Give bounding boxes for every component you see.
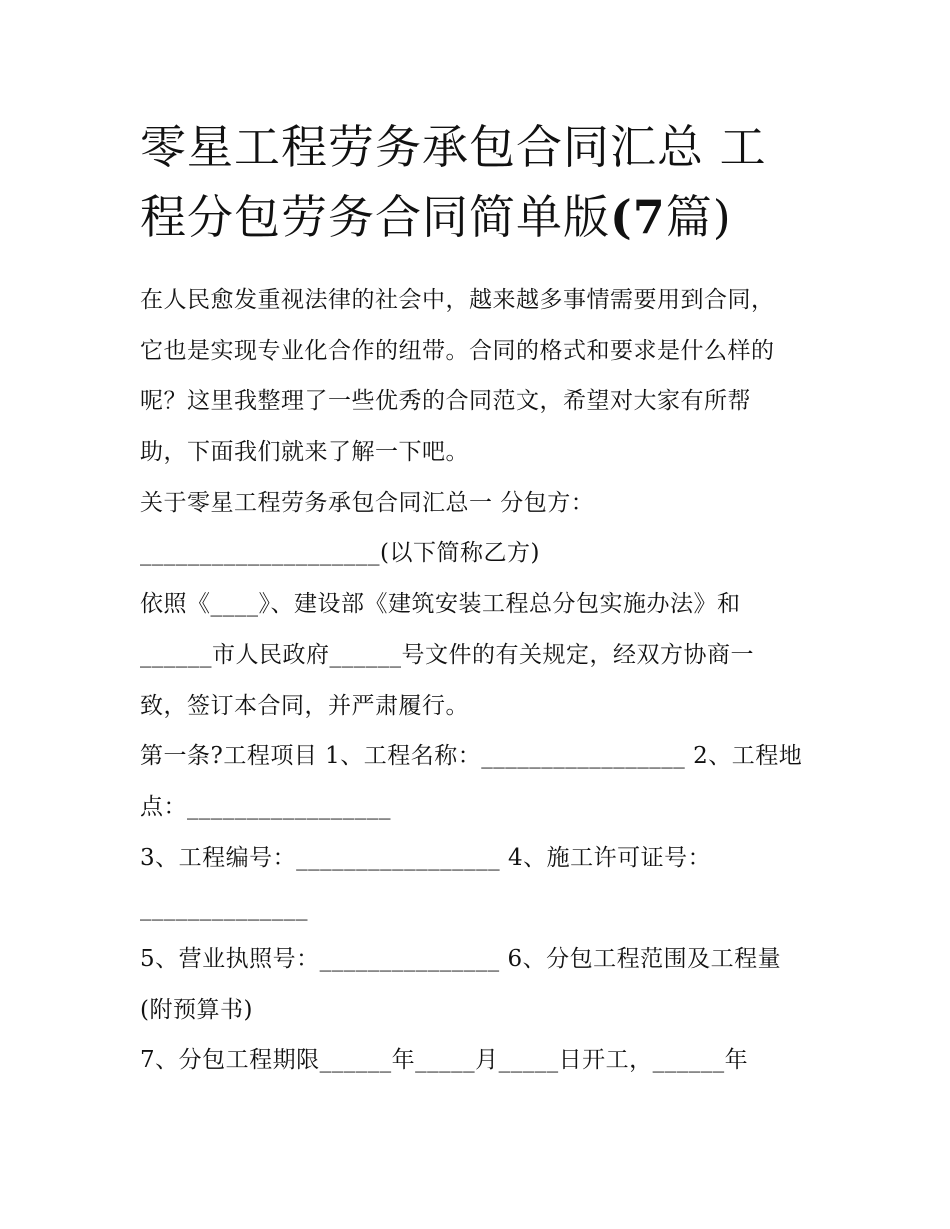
body-line-6: ____________________(以下简称乙方) — [140, 540, 540, 567]
body-line-4: 助，下面我们就来了解一下吧。 — [140, 439, 469, 466]
body-line-10: 第一条?工程项目 1、工程名称：_________________ 2、工程地 — [140, 743, 803, 770]
title-line-2-text: 程分包劳务合同简单版 — [140, 190, 610, 244]
body-line-8: ______市人民政府______号文件的有关规定，经双方协商一 — [140, 641, 754, 668]
body-line-13: ______________ — [140, 895, 308, 922]
title-count: (7 — [610, 190, 666, 244]
title-line-1: 零星工程劳务承包合同汇总 工 — [140, 120, 767, 174]
body-line-11: 点：_________________ — [140, 793, 391, 820]
body-line-12: 3、工程编号：_________________ 4、施工许可证号： — [140, 844, 712, 871]
body-line-7: 依照《____》、建设部《建筑安装工程总分包实施办法》和 — [140, 591, 741, 618]
title-count-suffix: 篇) — [665, 190, 732, 244]
document-body — [140, 275, 830, 1086]
body-line-2: 它也是实现专业化合作的纽带。合同的格式和要求是什么样的 — [140, 337, 775, 364]
body-line-14: 5、营业执照号：_______________ 6、分包工程范围及工程量 — [140, 945, 782, 972]
body-line-5: 关于零星工程劳务承包合同汇总一 分包方： — [140, 489, 595, 516]
body-line-1: 在人民愈发重视法律的社会中，越来越多事情需要用到合同， — [140, 287, 775, 313]
title-line-2 — [140, 182, 820, 252]
body-line-16: 7、分包工程期限______年_____月_____日开工，______年 — [140, 1047, 749, 1074]
body-line-3: 呢？这里我整理了一些优秀的合同范文，希望对大家有所帮 — [140, 388, 751, 415]
body-line-15: (附预算书) — [140, 996, 253, 1023]
document-title — [140, 112, 820, 252]
body-line-9: 致，签订本合同，并严肃履行。 — [140, 692, 469, 719]
